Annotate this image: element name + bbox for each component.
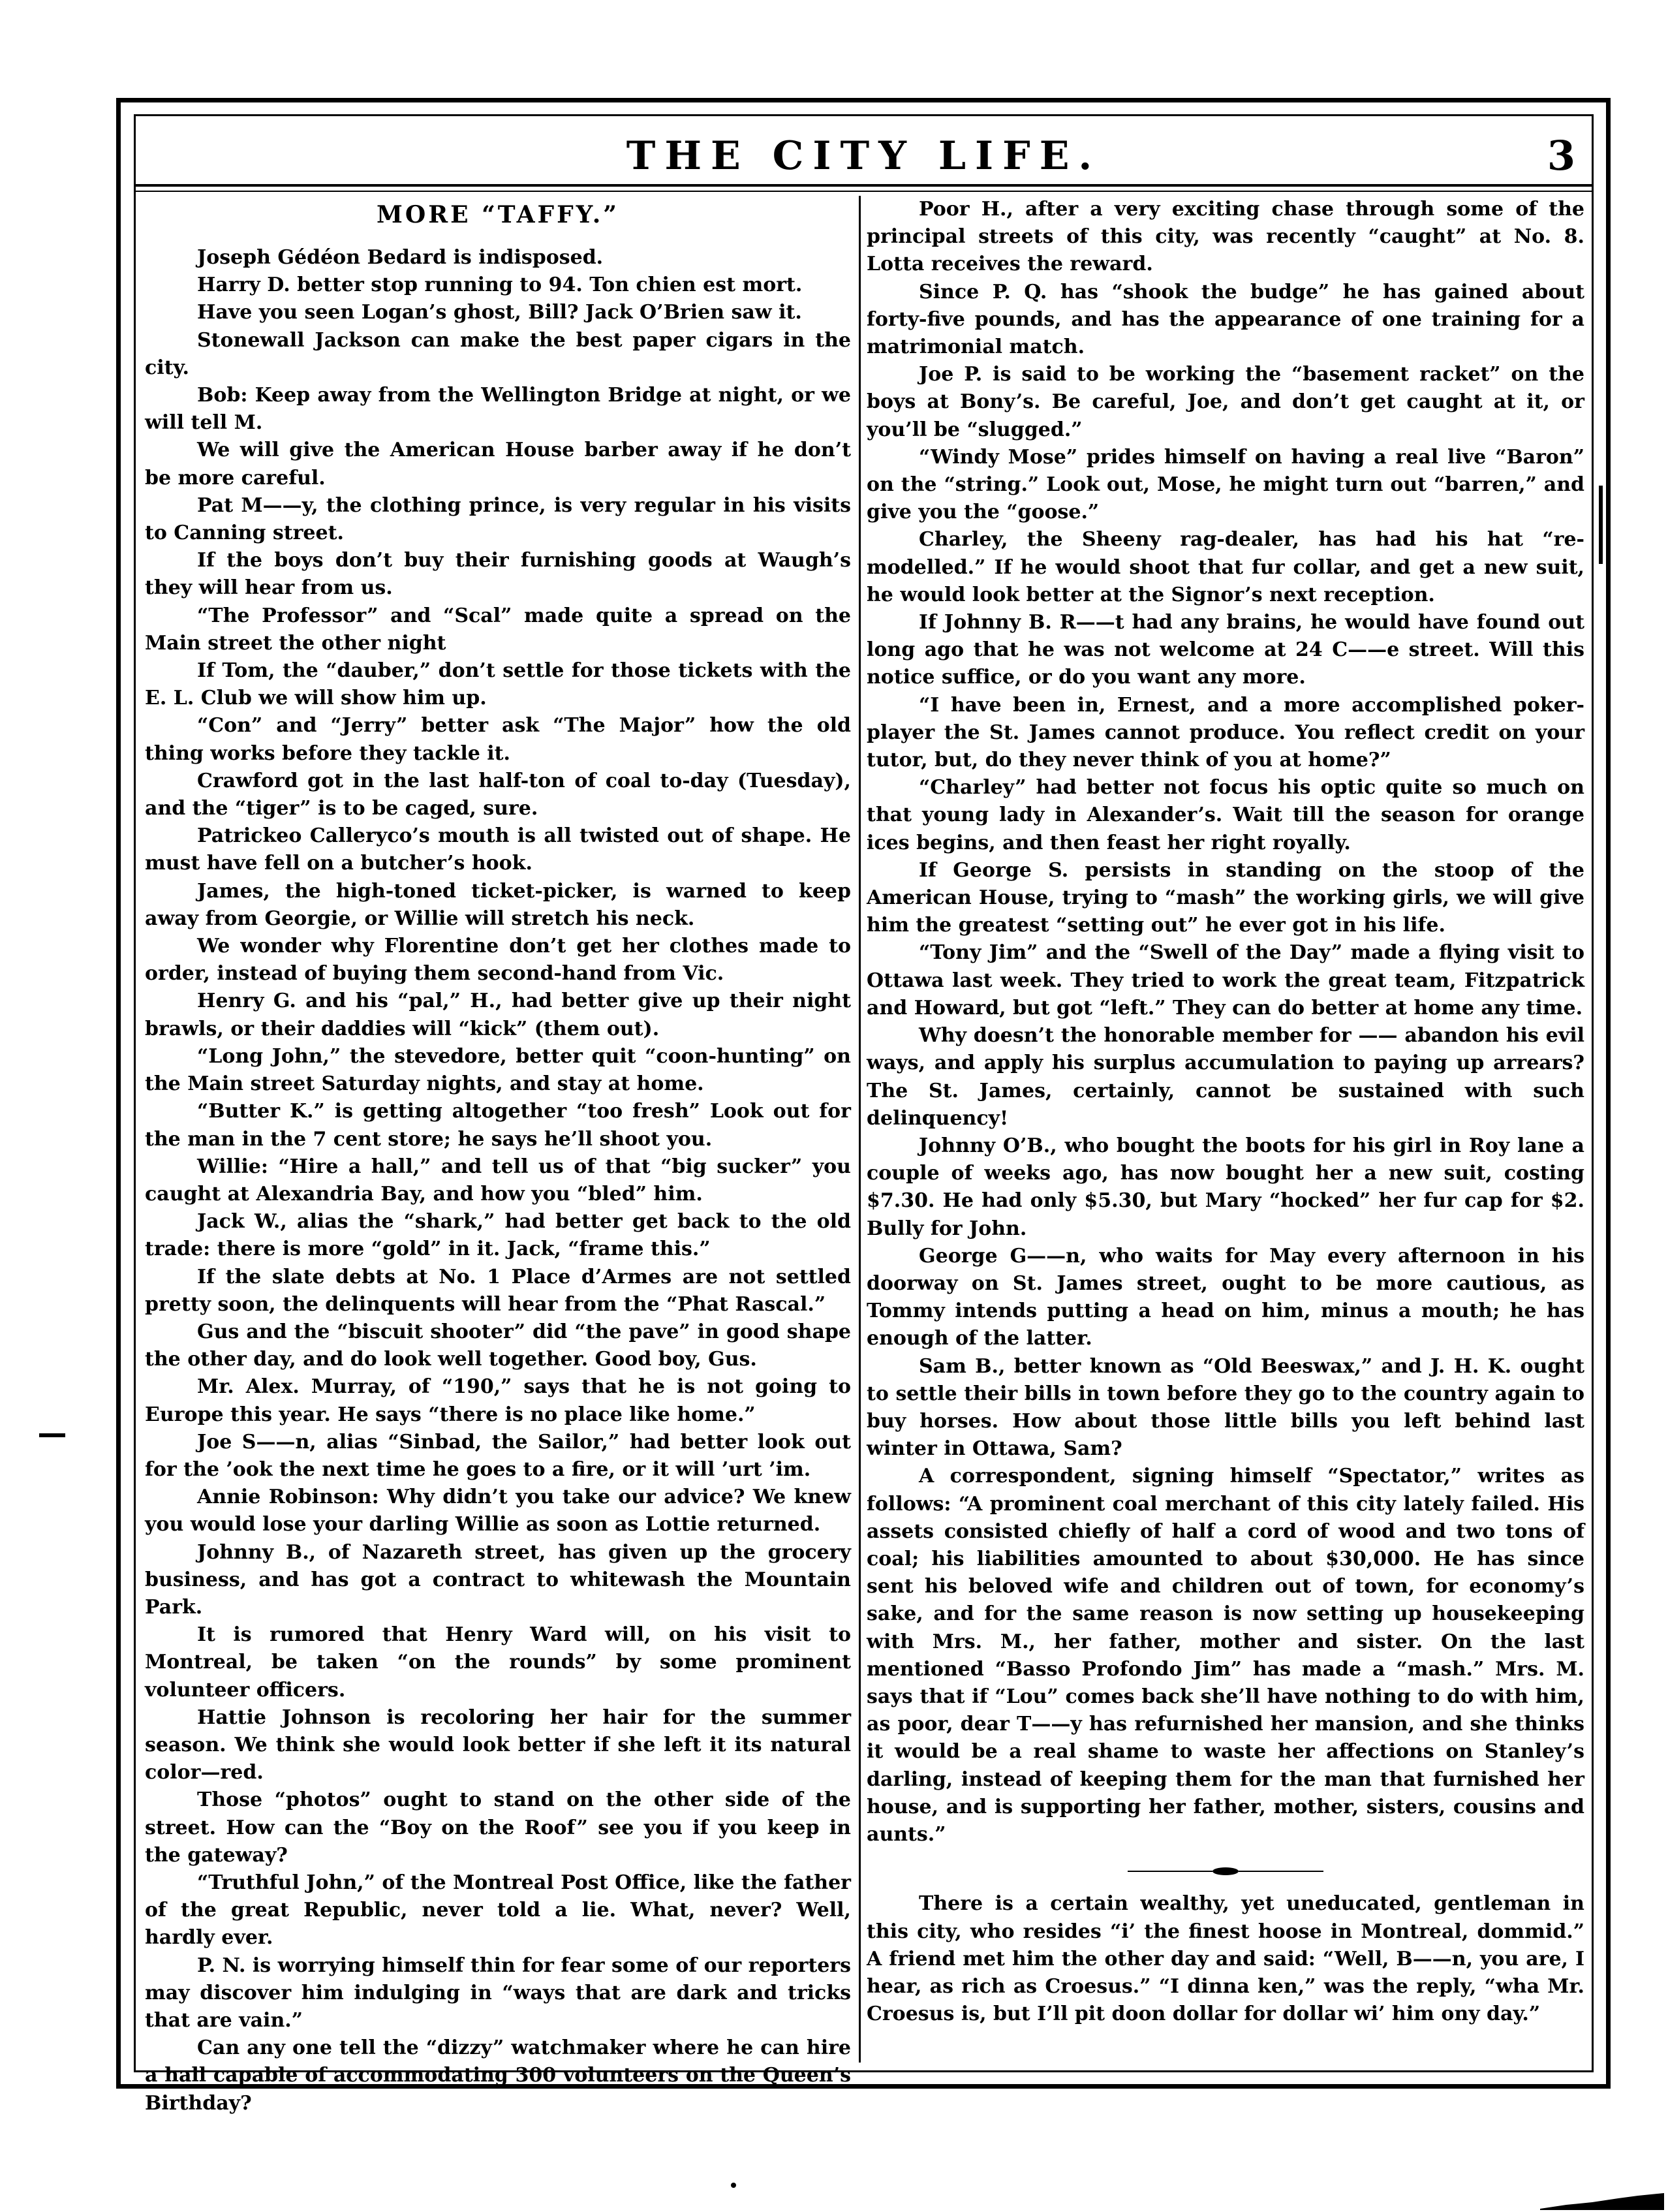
margin-mark xyxy=(1599,486,1603,564)
news-item: There is a certain wealthy, yet uneducated, gentleman in this city, who resides “i’ the finest hoose in Montreal, dommid.” A friend met him the other day and said: “Well, B——n, you are, I hear, as rich as Croesus.” “I dinna ken,” was the reply, “wha Mr. Croesus is, but I’ll pit doon dollar for dollar wi’ him ony day.” xyxy=(867,1892,1584,2026)
news-item: Gus and the “biscuit shooter” did “the pave” in good shape the other day, and do look well together. Good boy, Gus. xyxy=(145,1320,851,1371)
right-column xyxy=(867,196,1584,2028)
column-divider xyxy=(859,196,861,2063)
news-item: “Tony Jim” and the “Swell of the Day” made a flying visit to Ottawa last week. They tried to work the great team, Fitzpatrick and Howard, but got “left.” They can do better at home any time. xyxy=(867,941,1584,1020)
section-heading: MORE “TAFFY.” xyxy=(377,201,619,228)
news-item: Bob: Keep away from the Wellington Bridge at night, or we will tell M. xyxy=(145,384,851,435)
news-item: A correspondent, signing himself “Spectator,” writes as follows: “A prominent coal merchant of this city lately failed. His assets consisted chiefly of half a cord of wood and two tons of coal; his liabilities amounted to about $30,000. He has since sent his beloved wife and children out of town, for economy’s sake, and for the same reason is now setting up housekeeping with Mrs. M., her father, mother and sister. On the last mentioned “Basso Profondo Jim” has made a “mash.” Mrs. M. says that if “Lou” comes back she’ll have nothing to do with him, as poor, dear T——y has refurnished her mansion, and she thinks it would be a real shame to waste her affections on Stanley’s darling, instead of keeping them for the man that furnished her house, and is supporting her father, mother, sisters, cousins and aunts.” xyxy=(867,1465,1584,1846)
left-column xyxy=(145,196,851,2117)
news-item: Stonewall Jackson can make the best paper cigars in the city. xyxy=(145,328,851,379)
news-item: “Windy Mose” prides himself on having a real live “Baron” on the “string.” Look out, Mose, he might turn out “barren,” and give you the “goose.” xyxy=(867,445,1584,524)
news-item: If George S. persists in standing on the stoop of the American House, trying to “mash” the working girls, we will give him the greatest “setting out” he ever got in his life. xyxy=(867,858,1584,937)
masthead xyxy=(134,129,1594,183)
news-item: James, the high-toned ticket-picker, is warned to keep away from Georgie, or Willie will stretch his neck. xyxy=(145,879,851,930)
news-item: Hattie Johnson is recoloring her hair for the summer season. We think she would look better if she left it its natural color—red. xyxy=(145,1706,851,1784)
news-item: Jack W., alias the “shark,” had better get back to the old trade: there is more “gold” in it. Jack, “frame this.” xyxy=(145,1210,851,1261)
news-item: Have you seen Logan’s ghost, Bill? Jack O’Brien saw it. xyxy=(197,301,802,324)
news-item: “I have been in, Ernest, and a more accomplished poker-player the St. James cannot produce. You reflect credit on your tutor, but, do they never think of you at home?” xyxy=(867,693,1584,772)
news-item: Joe P. is said to be working the “basement racket” on the boys at Bony’s. Be careful, Joe, and don’t get caught at it, or you’ll be “slugged.” xyxy=(867,363,1584,441)
news-item: Pat M——y, the clothing prince, is very regular in his visits to Canning street. xyxy=(145,493,851,545)
news-item: “Charley” had better not focus his optic quite so much on that young lady in Alexander’s. Wait till the season for orange ices begins, and then feast her right royally. xyxy=(867,776,1584,854)
news-item: Crawford got in the last half-ton of coal to-day (Tuesday), and the “tiger” is to be caged, sure. xyxy=(145,769,851,820)
news-item: P. N. is worrying himself thin for fear some of our reporters may discover him indulging in “ways that are dark and tricks that are vain.” xyxy=(145,1954,851,2032)
ornamental-divider xyxy=(867,1856,1584,1884)
news-item: Johnny O’B., who bought the boots for his girl in Roy lane a couple of weeks ago, has now bought her a new suit, costing $7.30. He had only $5.30, but Mary “hocked” her fur cap for $2. Bully for John. xyxy=(867,1134,1584,1240)
news-item: Joseph Gédéon Bedard is indisposed. xyxy=(197,246,604,269)
news-item: Why doesn’t the honorable member for —— abandon his evil ways, and apply his surplus accumulation to paying up arrears? The St. James, certainly, cannot be sustained with such delinquency! xyxy=(867,1024,1584,1130)
page-number: 3 xyxy=(1547,132,1575,179)
news-item: Charley, the Sheeny rag-dealer, has had his hat “re-modelled.” If he would shoot that fur collar, and get a new suit, he would look better at the Signor’s next reception. xyxy=(867,528,1584,606)
news-item: Harry D. better stop running to 94. Ton chien est mort. xyxy=(197,273,803,297)
news-item: “Long John,” the stevedore, better quit “coon-hunting” on the Main street Saturday nights, and stay at home. xyxy=(145,1044,851,1096)
news-item: Johnny B., of Nazareth street, has given up the grocery business, and has got a contract to whitewash the Mountain Park. xyxy=(145,1540,851,1619)
masthead-rule xyxy=(134,184,1594,187)
news-item: “Truthful John,” of the Montreal Post Office, like the father of the great Republic, never told a lie. What, never? Well, hardly ever. xyxy=(145,1871,851,1950)
news-item: George G——n, who waits for May every afternoon in his doorway on St. James street, ought to be more cautious, as Tommy intends putting a head on him, minus a mouth; he has enough of the latter. xyxy=(867,1244,1584,1350)
news-item: Since P. Q. has “shook the budge” he has gained about forty-five pounds, and has the appearance of one training for a matrimonial match. xyxy=(867,280,1584,359)
news-item: Henry G. and his “pal,” H., had better give up their night brawls, or their daddies will “kick” (them out). xyxy=(145,989,851,1040)
masthead-rule-thin xyxy=(134,191,1594,192)
news-item: Mr. Alex. Murray, of “190,” says that he is not going to Europe this year. He says “there is no place like home.” xyxy=(145,1375,851,1426)
news-item: Poor H., after a very exciting chase through some of the principal streets of this city, was recently “caught” at No. 8. Lotta receives the reward. xyxy=(867,198,1584,276)
margin-mark xyxy=(39,1433,65,1437)
news-item: We will give the American House barber away if he don’t be more careful. xyxy=(145,439,851,490)
news-item: If the slate debts at No. 1 Place d’Armes are not settled pretty soon, the delinquents will hear from the “Phat Rascal.” xyxy=(145,1265,851,1316)
news-item: “Butter K.” is getting altogether “too fresh” Look out for the man in the 7 cent store; he says he’ll shoot you. xyxy=(145,1100,851,1151)
news-item: If Johnny B. R——t had any brains, he would have found out long ago that he was not welcome at 24 C——e street. Will this notice suffice, or do you want any more. xyxy=(867,611,1584,689)
scan-speck xyxy=(731,2183,736,2188)
news-item: It is rumored that Henry Ward will, on his visit to Montreal, be taken “on the rounds” by some prominent volunteer officers. xyxy=(145,1623,851,1702)
news-item: Willie: “Hire a hall,” and tell us of that “big sucker” you caught at Alexandria Bay, and how you “bled” him. xyxy=(145,1155,851,1206)
news-item: “The Professor” and “Scal” made quite a spread on the Main street the other night xyxy=(145,604,851,655)
news-item: Those “photos” ought to stand on the other side of the street. How can the “Boy on the Roof” see you if you keep in the gateway? xyxy=(145,1788,851,1867)
news-item: Annie Robinson: Why didn’t you take our advice? We knew you would lose your darling Willie as soon as Lottie returned. xyxy=(145,1486,851,1536)
news-item: Patrickeo Calleryco’s mouth is all twisted out of shape. He must have fell on a butcher’s hook. xyxy=(145,824,851,875)
news-item: Can any one tell the “dizzy” watchmaker where he can hire a hall capable of accommodating 300 volunteers on the Queen’s Birthday? xyxy=(145,2036,851,2115)
news-item: If Tom, the “dauber,” don’t settle for those tickets with the E. L. Club we will show him up. xyxy=(145,659,851,710)
news-item: Sam B., better known as “Old Beeswax,” and J. H. K. ought to settle their bills in town before they go to the country again to buy horses. How about those little bills you left behind last winter in Ottawa, Sam? xyxy=(867,1354,1584,1461)
news-item: “Con” and “Jerry” better ask “The Major” how the old thing works before they tackle it. xyxy=(145,714,851,765)
news-item: If the boys don’t buy their furnishing goods at Waugh’s they will hear from us. xyxy=(145,549,851,600)
news-item: We wonder why Florentine don’t get her clothes made to order, instead of buying them second-hand from Vic. xyxy=(145,935,851,986)
masthead-title: THE CITY LIFE. xyxy=(626,133,1102,179)
news-item: Joe S——n, alias “Sinbad, the Sailor,” had better look out for the ’ook the next time he goes to a fire, or it will ’urt ’im. xyxy=(145,1430,851,1481)
scan-smudge xyxy=(1540,2190,1664,2210)
